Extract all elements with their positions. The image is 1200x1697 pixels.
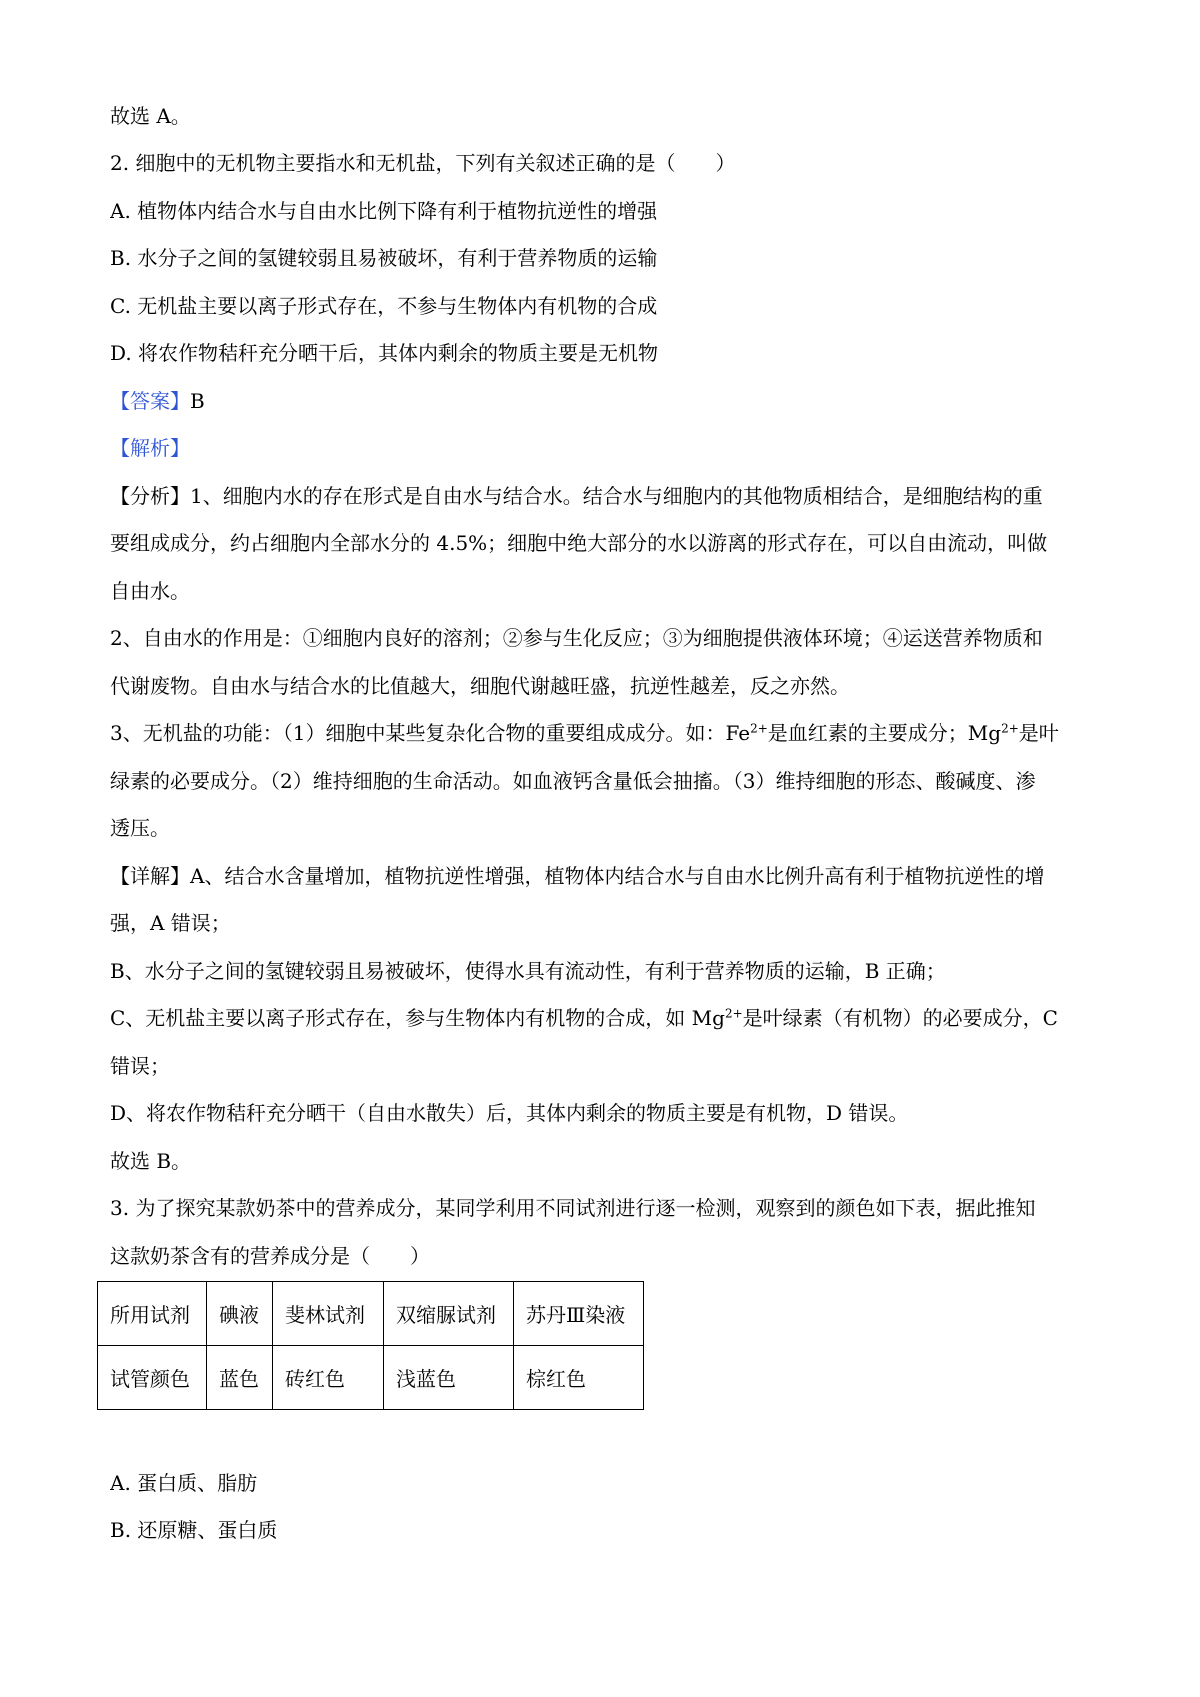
text-span: C、无机盐主要以离子形式存在，参与生物体内有机物的合成，如 Mg xyxy=(110,1006,725,1030)
superscript: 2+ xyxy=(724,1006,743,1021)
detail-paragraph-line: B、水分子之间的氢键较弱且易被破坏，使得水具有流动性，有利于营养物质的运输，B 正确； xyxy=(110,959,946,983)
question-3-stem-line-2: 这款奶茶含有的营养成分是（ ） xyxy=(110,1244,430,1268)
detail-paragraph-line: 强，A 错误； xyxy=(110,911,231,935)
conclusion-line-q2: 故选 B。 xyxy=(110,1149,192,1173)
table-cell: 碘液 xyxy=(207,1282,273,1346)
analysis-paragraph-line: 【分析】1、细胞内水的存在形式是自由水与结合水。结合水与细胞内的其他物质相结合，是细胞结构的重 xyxy=(110,484,1043,508)
analysis-paragraph-line: 自由水。 xyxy=(110,579,190,603)
text-span: 是叶绿素（有机物）的必要成分，C xyxy=(742,1006,1058,1030)
conclusion-line-q1: 故选 A。 xyxy=(110,104,191,128)
table-cell: 砖红色 xyxy=(273,1346,384,1410)
analysis-paragraph-line: 代谢废物。自由水与结合水的比值越大，细胞代谢越旺盛，抗逆性越差，反之亦然。 xyxy=(110,674,850,698)
question-2-option-b: B. 水分子之间的氢键较弱且易被破坏，有利于营养物质的运输 xyxy=(110,246,658,270)
detail-paragraph-line: D、将农作物秸秆充分晒干（自由水散失）后，其体内剩余的物质主要是有机物，D 错误。 xyxy=(110,1101,909,1125)
detail-paragraph-line: 【详解】A、结合水含量增加，植物抗逆性增强，植物体内结合水与自由水比例升高有利于植物抗逆性的增 xyxy=(110,864,1045,888)
question-2-option-c: C. 无机盐主要以离子形式存在，不参与生物体内有机物的合成 xyxy=(110,294,658,318)
analysis-paragraph-line: 透压。 xyxy=(110,816,170,840)
superscript: 2+ xyxy=(1001,721,1019,736)
detail-paragraph-line xyxy=(110,1006,1100,1030)
table-cell: 双缩脲试剂 xyxy=(384,1282,514,1346)
table-row xyxy=(98,1346,644,1410)
question-2-option-a: A. 植物体内结合水与自由水比例下降有利于植物抗逆性的增强 xyxy=(110,199,658,223)
analysis-tag: 【解析】 xyxy=(110,436,190,460)
table-cell: 苏丹Ⅲ染液 xyxy=(514,1282,644,1346)
table-header-cell: 试管颜色 xyxy=(98,1346,207,1410)
detail-paragraph-line: 错误； xyxy=(110,1054,170,1078)
question-3-option-b: B. 还原糖、蛋白质 xyxy=(110,1518,278,1542)
answer-line xyxy=(110,389,1100,413)
answer-tag: 【答案】 xyxy=(110,389,190,413)
text-span: 是血红素的主要成分；Mg xyxy=(767,721,1002,745)
question-3-option-a: A. 蛋白质、脂肪 xyxy=(110,1471,258,1495)
superscript: 2+ xyxy=(750,721,768,736)
analysis-paragraph-line: 绿素的必要成分。（2）维持细胞的生命活动。如血液钙含量低会抽搐。（3）维持细胞的形态、酸碱度、渗 xyxy=(110,769,1036,793)
question-2-stem: 2. 细胞中的无机物主要指水和无机盐，下列有关叙述正确的是（ ） xyxy=(110,151,736,175)
table-row xyxy=(98,1282,644,1346)
text-span: 是叶 xyxy=(1018,721,1059,745)
analysis-paragraph-line xyxy=(110,721,1100,745)
table-header-cell: 所用试剂 xyxy=(98,1282,207,1346)
text-span: 3、无机盐的功能：（1）细胞中某些复杂化合物的重要组成成分。如：Fe xyxy=(110,721,751,745)
table-cell: 蓝色 xyxy=(207,1346,273,1410)
reagent-color-table xyxy=(97,1281,644,1410)
analysis-paragraph-line: 要组成成分，约占细胞内全部水分的 4.5%；细胞中绝大部分的水以游离的形式存在，可以自由流动，叫做 xyxy=(110,531,1048,555)
question-2-option-d: D. 将农作物秸秆充分晒干后，其体内剩余的物质主要是无机物 xyxy=(110,341,659,365)
analysis-paragraph-line: 2、自由水的作用是：①细胞内良好的溶剂；②参与生化反应；③为细胞提供液体环境；④运送营养物质和 xyxy=(110,626,1043,650)
question-3-stem-line-1: 3. 为了探究某款奶茶中的营养成分，某同学利用不同试剂进行逐一检测，观察到的颜色如下表，据此推知 xyxy=(110,1196,1036,1220)
answer-value: B xyxy=(190,389,205,413)
table-cell: 棕红色 xyxy=(514,1346,644,1410)
table-cell: 浅蓝色 xyxy=(384,1346,514,1410)
table-cell: 斐林试剂 xyxy=(273,1282,384,1346)
